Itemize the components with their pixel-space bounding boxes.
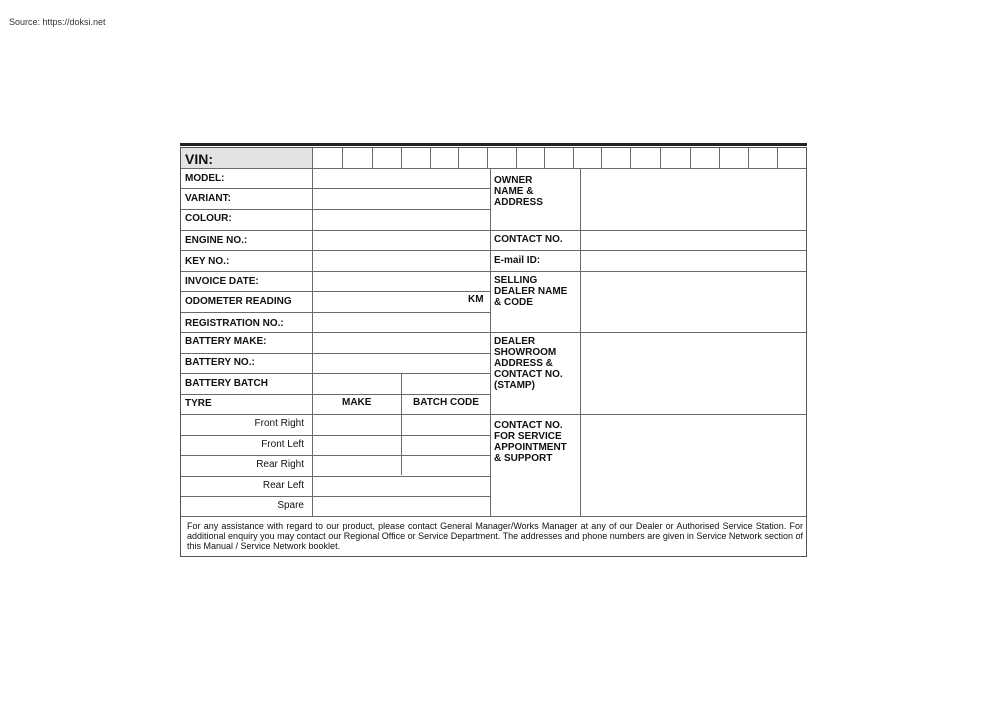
rule (181, 394, 490, 395)
engine-no-input[interactable] (313, 231, 490, 250)
owner-address-input[interactable] (581, 169, 806, 230)
warranty-form (180, 147, 807, 557)
colour-label: COLOUR: (185, 213, 232, 224)
variant-label: VARIANT: (185, 193, 231, 204)
owner-label: OWNER NAME & ADDRESS (494, 175, 543, 208)
battery-make-input[interactable] (313, 333, 490, 353)
tyre-position-label: Front Right (254, 418, 304, 429)
key-no-input[interactable] (313, 251, 490, 271)
invoice-date-label: INVOICE DATE: (185, 276, 259, 287)
tyre-position-label: Rear Right (256, 459, 304, 470)
tyre-position-label: Front Left (261, 439, 304, 450)
assistance-note: For any assistance with regard to our product, please contact General Manager/Works Manager at any of our Dealer or Authorised Service Station. For additional enquiry you may contact our Regional Office or Service Department. The addresses and phone numbers are given in Service Network section of this Manual / Service Network booklet. (187, 521, 803, 551)
rule (181, 516, 806, 517)
colour-input[interactable] (313, 210, 490, 230)
email-label: E-mail ID: (494, 255, 541, 266)
rule (181, 476, 490, 477)
source-caption: Source: https://doksi.net (9, 17, 106, 27)
battery-batch-label: BATTERY BATCH (185, 378, 268, 389)
model-label: MODEL: (185, 173, 225, 184)
battery-no-input[interactable] (313, 354, 490, 373)
registration-no-label: REGISTRATION NO.: (185, 318, 284, 329)
dealer-showroom-input[interactable] (581, 333, 806, 414)
rule (181, 435, 490, 436)
odometer-input[interactable] (313, 292, 463, 312)
key-no-label: KEY NO.: (185, 256, 230, 267)
battery-make-label: BATTERY MAKE: (185, 336, 267, 347)
odometer-label: ODOMETER READING (185, 296, 292, 307)
dealer-showroom-label: DEALER SHOWROOM ADDRESS & CONTACT NO. (STAMP) (494, 336, 563, 391)
rule (181, 496, 490, 497)
top-rule (180, 143, 807, 146)
odometer-unit: KM (468, 294, 484, 305)
email-input[interactable] (581, 251, 806, 271)
tyre-make-header: MAKE (342, 397, 372, 408)
battery-no-label: BATTERY NO.: (185, 357, 255, 368)
model-input[interactable] (313, 169, 490, 188)
service-contact-label: CONTACT NO. FOR SERVICE APPOINTMENT & SUPPORT (494, 420, 567, 464)
registration-no-input[interactable] (313, 313, 490, 332)
variant-input[interactable] (313, 189, 490, 209)
rule (490, 168, 491, 516)
selling-dealer-label: SELLING DEALER NAME & CODE (494, 275, 568, 308)
contact-no-label: CONTACT NO. (494, 234, 563, 245)
service-contact-input[interactable] (581, 415, 806, 516)
rule (181, 373, 490, 374)
tyre-position-label: Rear Left (262, 480, 304, 491)
tyre-position-label: Spare (277, 500, 304, 511)
invoice-date-input[interactable] (313, 272, 490, 291)
vin-input[interactable] (313, 148, 806, 168)
engine-no-label: ENGINE NO.: (185, 235, 248, 246)
tyre-batch-code-header: BATCH CODE (413, 397, 479, 408)
vin-label: VIN: (185, 151, 213, 167)
selling-dealer-input[interactable] (581, 272, 806, 332)
rule (401, 373, 402, 475)
rule (181, 455, 490, 456)
tyre-label: TYRE (185, 398, 212, 409)
contact-no-input[interactable] (581, 231, 806, 250)
